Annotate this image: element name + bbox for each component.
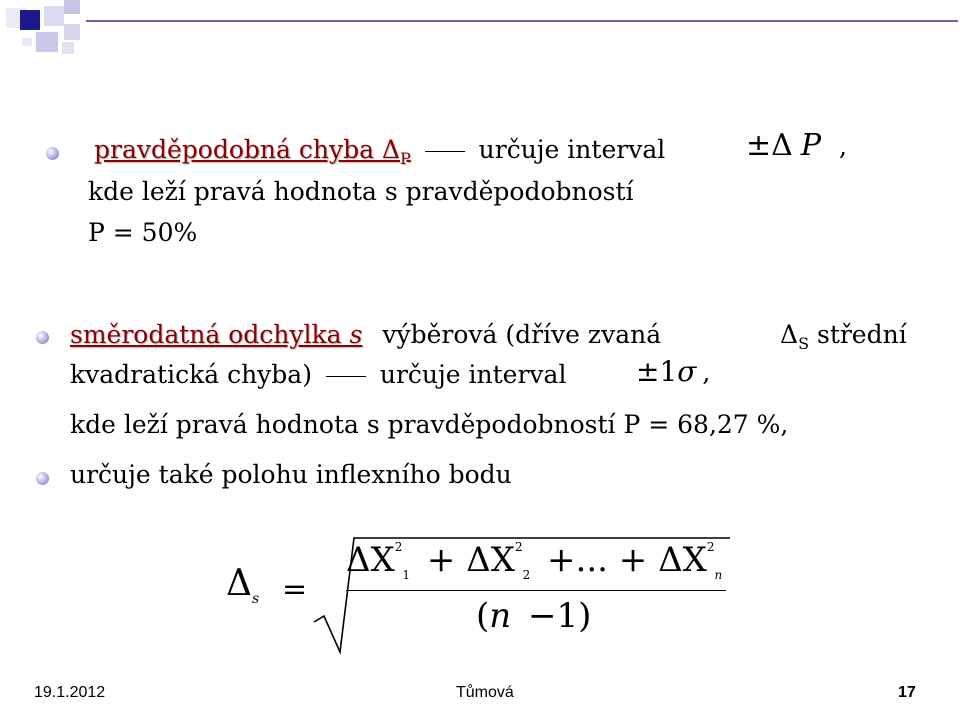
- footer-author: Tůmová: [456, 684, 514, 701]
- bullet-point: [36, 331, 49, 344]
- formula-lhs: $\Delta_s$: [226, 563, 260, 608]
- bullet1-line1: [94, 135, 665, 168]
- bullet2-line3: kde leží pravá hodnota s pravděpodobností P = 68,27 %,: [70, 410, 789, 439]
- deco-square: [62, 42, 74, 54]
- deco-square: [36, 32, 58, 52]
- bullet1-line2: kde leží pravá hodnota s pravděpodobností: [88, 177, 634, 206]
- bullet3-text: určuje také polohu inflexního bodu: [70, 460, 512, 489]
- fraction-bar: [346, 590, 726, 591]
- bullet2-line1: [70, 320, 661, 349]
- bullet1-line3: P = 50%: [88, 218, 198, 247]
- formula-interval-sigma: ±1σ ,: [636, 355, 711, 388]
- deco-square: [20, 10, 40, 30]
- deco-square: [44, 6, 64, 26]
- term-probable-error: pravděpodobná chyba $\Delta_P$: [94, 135, 411, 168]
- dash: [425, 151, 465, 152]
- term-std-deviation: směrodatná odchylka s: [70, 320, 363, 349]
- deco-square: [22, 38, 32, 46]
- footer-date: 19.1.2012: [34, 684, 106, 701]
- deco-square: [64, 0, 80, 14]
- formula-equals: =: [282, 572, 308, 607]
- bullet2-line2: kvadratická chyba) určuje interval: [70, 360, 567, 389]
- formula-denominator: (n −1): [476, 596, 592, 636]
- bullet2-after-term: výběrová (dříve zvaná: [382, 320, 662, 349]
- header-rule: [86, 20, 958, 22]
- dash: [326, 376, 366, 377]
- bullet-point: [36, 472, 49, 485]
- formula-numerator: $\Delta X^2_1 + \Delta X^2_2$ +... + $\Delta X^2_n$: [346, 540, 723, 582]
- page-number: 17: [898, 684, 916, 701]
- bullet-point: [46, 147, 59, 160]
- bullet1-dash-text: určuje interval: [478, 135, 666, 164]
- formula-interval-dp: ±Δ P ,: [746, 128, 847, 163]
- bullet2-line1-end: $\Delta_S$ střední: [780, 320, 907, 353]
- deco-square: [64, 24, 80, 40]
